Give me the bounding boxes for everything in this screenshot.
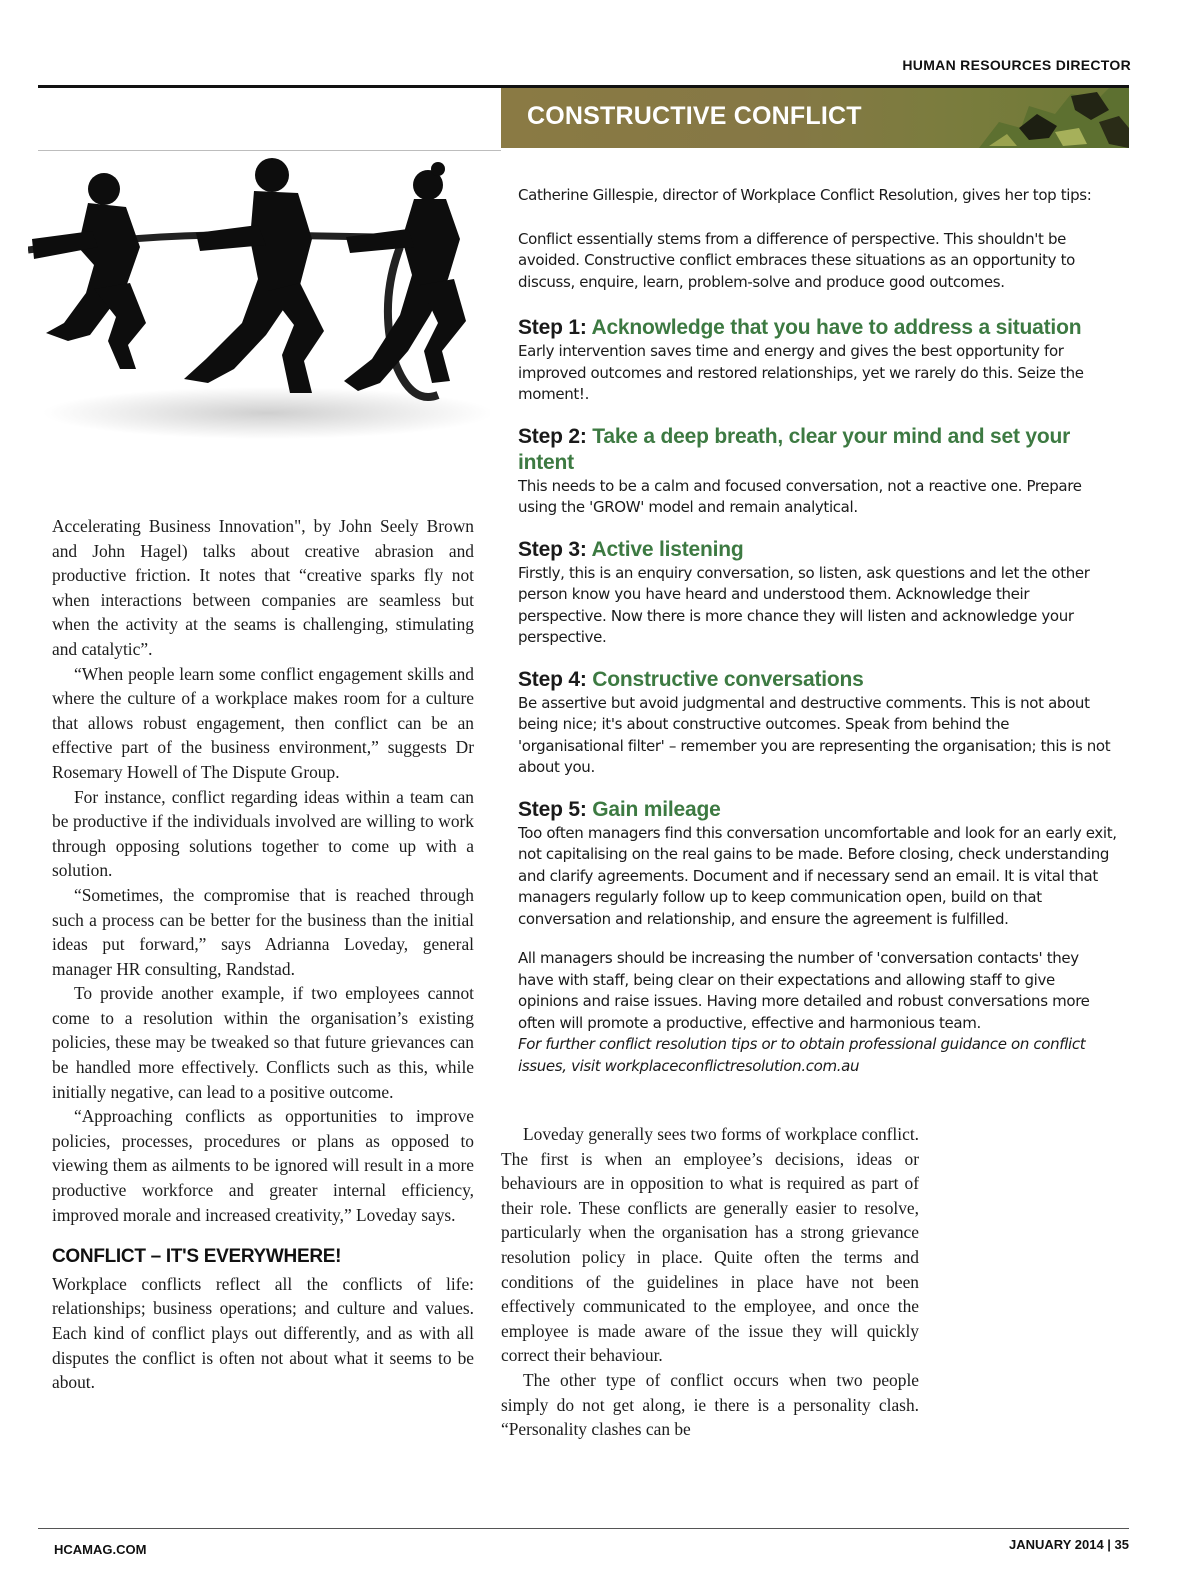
tips-sidebar: [518, 185, 1118, 1077]
step-title: Constructive conversations: [592, 667, 864, 691]
step-body: This needs to be a calm and focused conversation, not a reactive one. Prepare using the 'GROW' model and remain analytical.: [518, 476, 1082, 516]
body-paragraph: Loveday generally sees two forms of workplace conflict. The first is when an employee’s decisions, ideas or behaviours are in opposition to what is required as part of their role. These conflicts are generally easier to resolve, particularly when the organisation has a strong grievance resolution policy in place. Quite often the terms and conditions of the guidelines in place have not been effectively communicated to the employee, and once the employee is made aware of the issue they will quickly correct their behaviour.: [501, 1124, 919, 1366]
step-5: [518, 797, 1118, 931]
sidebar-intro: Catherine Gillespie, director of Workplace Conflict Resolution, gives her top tips:: [518, 186, 1092, 204]
step-heading: [518, 667, 1118, 693]
step-body: Early intervention saves time and energy and gives the best opportunity for improved outcomes and restored relationships, yet we rarely do this. Seize the moment!.: [518, 342, 1084, 403]
body-paragraph: “Sometimes, the compromise that is reached through such a process can be better for the business than the initial ideas put forward,” says Adrianna Loveday, general manager HR consulting, Randstad.: [52, 884, 474, 979]
footer-rule: [38, 1528, 1129, 1529]
step-title: Active listening: [591, 537, 744, 561]
sidebar-lead: Conflict essentially stems from a difference of perspective. This shouldn't be avoided. Constructive conflict embraces these situations as an opportunity to discuss, enquire, learn, problem-solve and produce good outcomes.: [518, 229, 1075, 291]
step-heading: [518, 797, 1118, 823]
step-body: Be assertive but avoid judgmental and destructive comments. This is not about being nice; it's about constructive outcomes. Speak from behind the 'organisational filter' – remember you are representing the organisation; this is not about you.: [518, 693, 1111, 776]
step-body: Firstly, this is an enquiry conversation, so listen, ask questions and let the other person know you have heard and understood them. Acknowledge their perspective. Now there is more chance they will listen and acknowledge your perspective.: [518, 563, 1090, 646]
camouflage-pattern-icon: [959, 88, 1129, 148]
step-3: [518, 537, 1118, 649]
section-banner: [501, 88, 1129, 148]
step-title: Take a deep breath, clear your mind and set your intent: [518, 424, 1071, 474]
column-rule: [38, 150, 501, 151]
step-heading: [518, 424, 1118, 476]
step-4: [518, 667, 1118, 779]
step-2: [518, 424, 1118, 519]
article-subheading: CONFLICT – IT'S EVERYWHERE!: [52, 1246, 342, 1268]
section-title: CONSTRUCTIVE CONFLICT: [527, 102, 862, 130]
sidebar-tip: For further conflict resolution tips or to obtain professional guidance on conflict issues, visit workplaceconflictresolution.com.au: [518, 1035, 1086, 1075]
step-heading: [518, 315, 1118, 341]
tug-of-war-silhouette-icon: [28, 155, 490, 455]
step-body: Too often managers find this conversation uncomfortable and look for an early exit, not capitalising on the real gains to be made. Before closing, check understanding and clarify agreements. Document and if necessary send an email. It is vital that managers regularly follow up to keep communication open, build on that conversation and relationship, and ensure the agreement is fulfilled.: [518, 823, 1117, 928]
step-heading: [518, 537, 1118, 563]
body-paragraph: “Approaching conflicts as opportunities to improve policies, processes, procedures or plans as opposed to viewing them as ailments to be ignored will result in a more productive workforce and greater internal efficiency, improved morale and increased creativity,” Loveday says.: [52, 1106, 474, 1225]
step-title: Acknowledge that you have to address a situation: [591, 316, 1082, 339]
sidebar-closing: All managers should be increasing the number of 'conversation contacts' they have with staff, being clear on their expectations and allowing staff to give opinions and raise issues. Having more detailed and robust conversations more often will promote a productive, effective and harmonious team.: [518, 949, 1090, 1032]
step-number: Step 2:: [518, 424, 587, 448]
body-paragraph: Workplace conflicts reflect all the conflicts of life: relationships; business operations; and culture and values. Each kind of conflict plays out differently, and as with all disputes the conflict is often not about what it seems to be about.: [52, 1273, 474, 1393]
step-1: [518, 315, 1118, 406]
step-number: Step 1:: [518, 316, 587, 339]
body-paragraph: The other type of conflict occurs when two people simply do not get along, ie there is a personality clash. “Personality clashes can be: [501, 1369, 919, 1440]
step-number: Step 5:: [518, 797, 587, 821]
footer-site: HCAMAG.COM: [54, 1542, 147, 1557]
body-paragraph: To provide another example, if two employees cannot come to a resolution within the organisation’s existing policies, these may be tweaked so that future grievances can be handled more effectively. Conflicts such as this, while initially negative, can lead to a positive outcome.: [52, 983, 474, 1102]
step-title: Gain mileage: [592, 797, 721, 821]
footer-issue-page: JANUARY 2014 | 35: [1009, 1537, 1129, 1552]
step-number: Step 4:: [518, 667, 587, 691]
right-article-column: [501, 1122, 919, 1442]
body-paragraph: For instance, conflict regarding ideas within a team can be productive if the individuals involved are willing to work through opposing solutions together to come up with a solution.: [52, 786, 474, 881]
left-article-column: [52, 514, 474, 1395]
step-number: Step 3:: [518, 537, 587, 561]
body-paragraph: “When people learn some conflict engagement skills and where the culture of a workplace makes room for a culture that allows robust engagement, then conflict can be an effective part of the business environment,” suggests Dr Rosemary Howell of The Dispute Group.: [52, 663, 474, 782]
body-paragraph: Accelerating Business Innovation", by John Seely Brown and John Hagel) talks about creative abrasion and productive friction. It notes that “creative sparks fly not when interactions between companies are seamless but when the activity at the seams is challenging, stimulating and catalytic”.: [52, 516, 474, 659]
publication-name: HUMAN RESOURCES DIRECTOR: [902, 57, 1131, 73]
